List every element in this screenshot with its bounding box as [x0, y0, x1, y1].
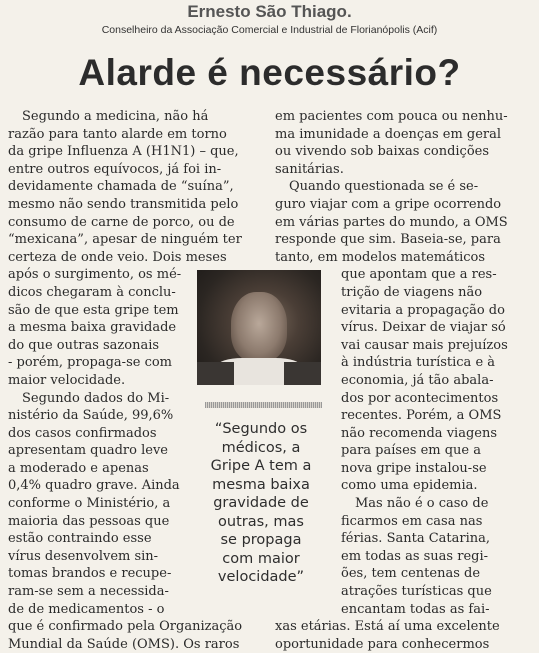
author-name: Ernesto São Thiago. [187, 2, 352, 21]
text-line: nova gripe instalou-se [341, 460, 487, 476]
quote-line: com maior [222, 550, 300, 567]
text-line: dicos chegaram à conclu- [8, 284, 176, 300]
text-line: a moderado e apenas [8, 460, 149, 476]
text-line: dos por acontecimentos [341, 390, 499, 406]
text-line: ou vivendo sob baixas condições [275, 144, 490, 160]
text-line: que apontam que a res- [341, 267, 497, 283]
text-line: evitaria a propagação do [341, 302, 505, 318]
text-line: à indústria turística e à [341, 355, 496, 371]
text-line: são de que esta gripe tem [8, 302, 179, 318]
text-line: de de medicamentos - o [8, 601, 165, 617]
text-line: certeza de onde veio. Dois meses [8, 249, 227, 265]
text-line: responde que sim. Baseia-se, para [275, 232, 501, 248]
text-line: do que outras sazonais [8, 337, 160, 353]
text-line: férias. Santa Catarina, [341, 531, 490, 547]
text-line: em pacientes com pouca ou nenhu- [275, 109, 508, 124]
author-photo [197, 270, 321, 385]
text-line: não recomenda viagens [341, 425, 498, 441]
text-line: devidamente chamada de “suína”, [8, 179, 234, 195]
text-line: tanto, em modelos matemáticos [275, 249, 486, 265]
text-line: como uma epidemia. [341, 478, 478, 494]
text-line: para países em que a [341, 443, 481, 459]
text-line: após o surgimento, os mé- [8, 267, 182, 283]
text-line: mesmo não sendo transmitida pelo [8, 196, 239, 212]
text-line: ficarmos em casa nas [341, 513, 483, 529]
text-line: 0,4% quadro grave. Ainda [8, 478, 180, 494]
pull-quote [197, 420, 325, 587]
quote-line: Gripe A tem a [210, 458, 312, 474]
text-line: apresentam quadro leve [8, 443, 168, 459]
text-line: em várias partes do mundo, a OMS [275, 214, 508, 230]
text-line: conforme o Ministério, a [8, 496, 171, 512]
text-line: ões, tem centenas de [341, 566, 481, 582]
text-line: Quando questionada se é se- [289, 179, 479, 195]
suit-shape [197, 362, 321, 385]
text-line: Segundo a medicina, não há [22, 109, 209, 124]
text-line: entre outros equívocos, já foi in- [8, 161, 222, 177]
text-line: maioria das pessoas que [8, 513, 170, 529]
face-shape [231, 292, 287, 362]
quote-line: gravidade de [213, 495, 309, 511]
text-line: recentes. Porém, a OMS [341, 408, 502, 424]
text-line: Segundo dados do Mi- [22, 390, 170, 406]
text-line: guro viajar com a gripe ocorrendo [275, 196, 502, 212]
text-line: - porém, propaga-se com [8, 355, 173, 371]
text-line: vai causar mais prejuízos [341, 337, 508, 353]
text-line: sanitárias. [275, 161, 344, 177]
text-line: a mesma baixa gravidade [8, 320, 177, 336]
quote-line: médicos, a [221, 439, 301, 456]
text-line: vírus. Deixar de viajar só [341, 320, 506, 336]
text-line: encantam todas as fai- [341, 601, 490, 617]
text-line: trição de viagens não [341, 284, 483, 300]
text-line: atrações turísticas que [341, 584, 492, 600]
headline: Alarde é necessário? [78, 52, 461, 93]
text-line: que é confirmado pela Organização [8, 619, 243, 635]
author-role: Conselheiro da Associação Comercial e Industrial de Florianópolis (Acif) [101, 24, 438, 36]
text-line: da gripe Influenza A (H1N1) – que, [8, 144, 239, 160]
text-line: consumo de carne de porco, ou de [8, 214, 235, 230]
text-line: dos casos confirmados [8, 425, 157, 441]
text-line: oportunidade para conhecermos [275, 636, 490, 652]
text-line: Mas não é o caso de [355, 496, 489, 512]
text-line: nistério da Saúde, 99,6% [8, 408, 174, 424]
text-line: estão contraindo esse [8, 531, 152, 547]
quote-line: outras, mas [218, 513, 304, 530]
text-line: em todas as suas regi- [341, 548, 489, 564]
text-line: ram-se sem a necessida- [8, 584, 169, 600]
text-line: “mexicana”, apesar de ninguém ter [8, 232, 242, 248]
quote-line: velocidade” [217, 569, 305, 585]
text-line: razão para tanto alarde em torno [8, 126, 227, 142]
text-line: xas etárias. Está aí uma excelente [275, 619, 500, 635]
quote-line: “Segundo os [214, 421, 308, 437]
quote-divider [205, 402, 322, 408]
text-line: maior velocidade. [8, 372, 126, 388]
text-line: vírus desenvolvem sin- [8, 548, 159, 564]
text-line: Mundial da Saúde (OMS). Os raros [8, 636, 240, 652]
text-line: ma imunidade a doenças em geral [275, 126, 502, 142]
quote-line: se propaga [220, 532, 302, 548]
text-line: tomas brandos e recupe- [8, 566, 172, 582]
text-line: economia, já tão abala- [341, 372, 494, 388]
quote-line: mesma baixa [212, 476, 310, 493]
